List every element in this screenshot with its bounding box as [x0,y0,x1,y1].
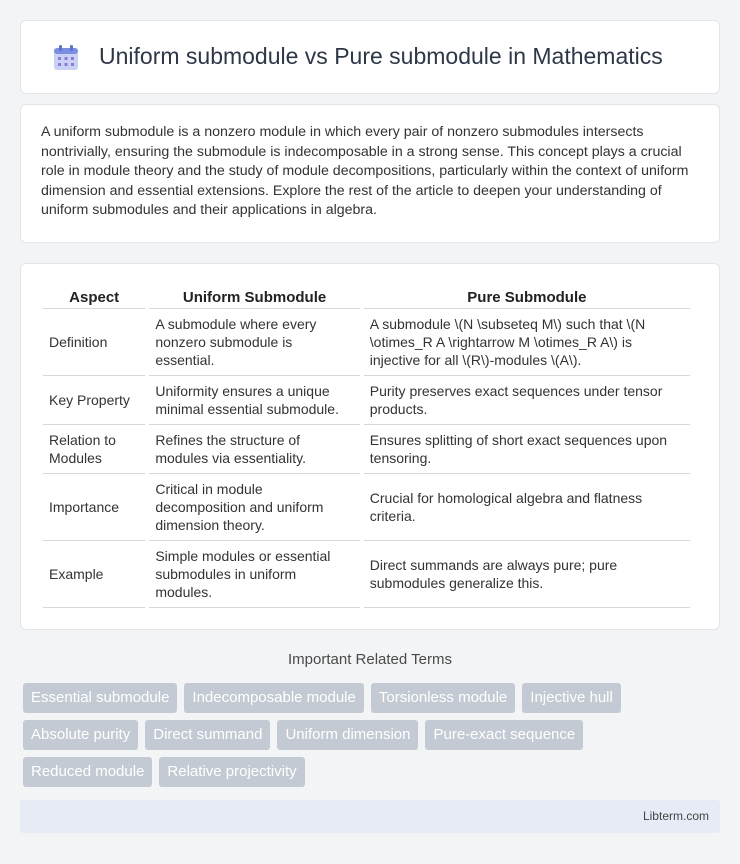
table-cell: A submodule \(N \subseteq M\) such that \(N \otimes_R A \rightarrow M \otimes_R A\) is injective for all \(R\)-modules \(A\). [364,309,690,376]
tag-indecomposable-module[interactable]: Indecomposable module [184,683,363,713]
table-row [43,474,690,541]
related-terms-title: Important Related Terms [288,651,452,668]
tag-absolute-purity[interactable]: Absolute purity [23,720,138,750]
footer-site-link[interactable]: Libterm.com [642,809,709,823]
tag-pure-exact-sequence[interactable]: Pure-exact sequence [425,720,583,750]
intro-card [20,104,720,243]
calendar-grid-icon [53,45,79,71]
header-uniform: Uniform Submodule [149,286,359,309]
table-cell: Ensures splitting of short exact sequences upon tensoring. [364,425,690,474]
tag-row [23,683,723,713]
header-card [20,20,720,94]
table-row [43,309,690,376]
related-terms [23,683,723,794]
tag-reduced-module[interactable]: Reduced module [23,757,152,787]
page-title: Uniform submodule vs Pure submodule in Mathematics [99,43,663,69]
table-cell: Uniformity ensures a unique minimal essential submodule. [149,376,359,425]
table-row [43,541,690,608]
table-cell: Key Property [43,376,145,425]
header-aspect: Aspect [43,286,145,309]
table-cell: Example [43,541,145,608]
tag-torsionless-module[interactable]: Torsionless module [371,683,515,713]
comparison-table-card [20,263,720,630]
table-cell: Critical in module decomposition and uniform dimension theory. [149,474,359,541]
intro-text: A uniform submodule is a nonzero module in which every pair of nonzero submodules intersects nontrivially, ensuring the submodule is indecomposable in a strong sense. This concept plays a crucial role in module theory and the study of module decompositions, particularly within the context of uniform dimension and essential extensions. Explore the rest of the article to deepen your understanding of uniform submodules and their applications in algebra. [41,124,689,218]
comparison-table [39,286,694,608]
header-pure: Pure Submodule [364,286,690,309]
tag-row [23,757,723,787]
table-cell: Definition [43,309,145,376]
tag-row [23,720,723,750]
table-cell: A submodule where every nonzero submodule is essential. [149,309,359,376]
table-row [43,425,690,474]
tag-relative-projectivity[interactable]: Relative projectivity [159,757,304,787]
table-cell: Direct summands are always pure; pure submodules generalize this. [364,541,690,608]
table-cell: Refines the structure of modules via essentiality. [149,425,359,474]
table-cell: Relation to Modules [43,425,145,474]
table-cell: Purity preserves exact sequences under tensor products. [364,376,690,425]
tag-uniform-dimension[interactable]: Uniform dimension [277,720,418,750]
footer [20,800,720,833]
tag-injective-hull[interactable]: Injective hull [522,683,621,713]
tag-essential-submodule[interactable]: Essential submodule [23,683,177,713]
table-header-row [43,286,690,309]
table-row [43,376,690,425]
tag-direct-summand[interactable]: Direct summand [145,720,270,750]
table-cell: Simple modules or essential submodules in uniform modules. [149,541,359,608]
table-cell: Importance [43,474,145,541]
table-cell: Crucial for homological algebra and flatness criteria. [364,474,690,541]
